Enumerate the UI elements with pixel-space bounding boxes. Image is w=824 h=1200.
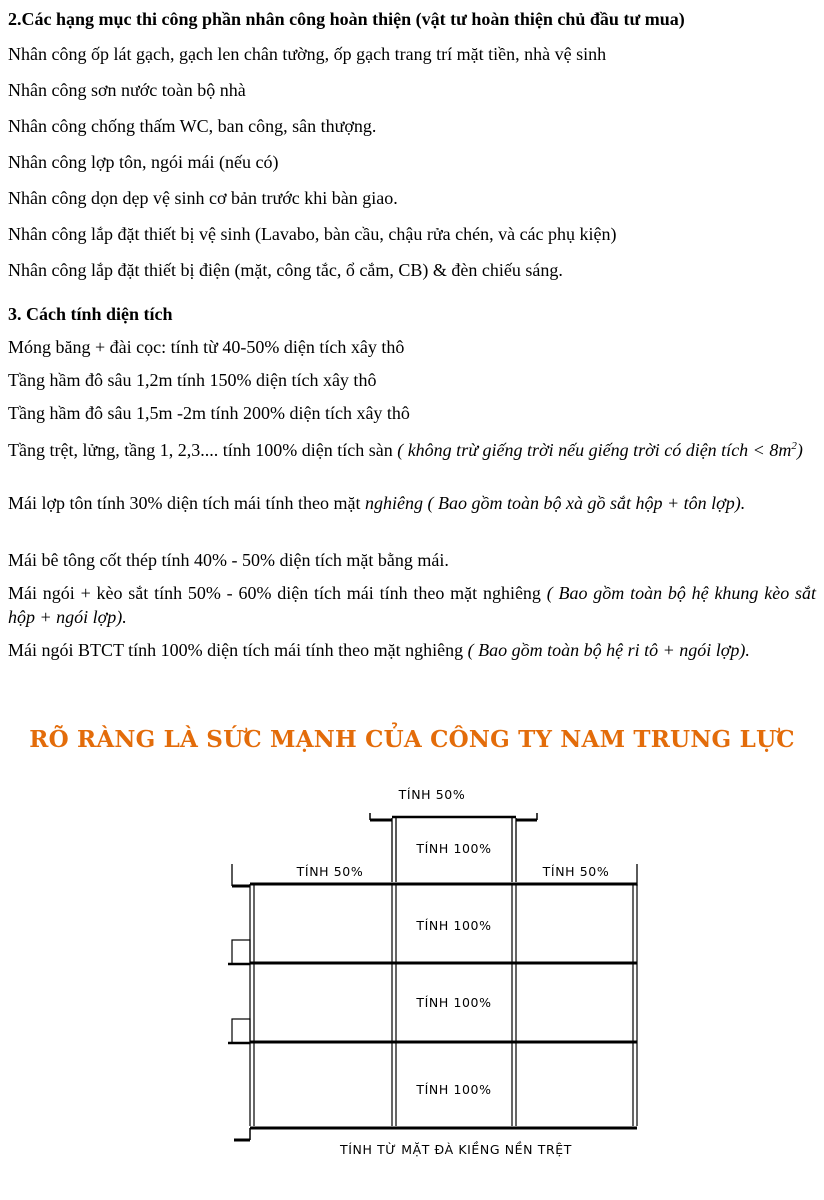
item-note: nghiêng ( Bao gồm toàn bộ xà gồ sắt hộp + tôn lợp). [364, 493, 746, 513]
superscript: 2 [791, 440, 797, 452]
list-item: Nhân công lợp tôn, ngói mái (nếu có) [8, 152, 279, 172]
list-item: Nhân công dọn dẹp vệ sinh cơ bản trước khi bàn giao. [8, 188, 398, 208]
ground-line [234, 1128, 637, 1140]
item-text: Mái ngói BTCT tính 100% diện tích mái tính theo mặt nghiêng [8, 640, 468, 660]
item-text: Mái ngói + kèo sắt tính 50% - 60% diện tích mái tính theo mặt nghiêng [8, 583, 547, 603]
list-item [8, 491, 816, 548]
list-item [8, 581, 816, 638]
list-item: Móng băng + đài cọc: tính từ 40-50% diện tích xây thô [8, 337, 405, 357]
item-text: Mái lợp tôn tính 30% diện tích mái tính theo mặt [8, 493, 365, 513]
list-item: Tầng hầm đô sâu 1,2m tính 150% diện tích xây thô [8, 370, 377, 390]
area-calculation-diagram [0, 770, 824, 1190]
list-item: Nhân công lắp đặt thiết bị vệ sinh (Lavabo, bàn cầu, chậu rửa chén, và các phụ kiện) [8, 224, 617, 244]
section-2 [8, 7, 816, 294]
item-note: ( không trừ giếng trời nếu giếng trời có diện tích < $8m^2$) [397, 440, 803, 460]
list-item: Nhân công ốp lát gạch, gạch len chân tường, ốp gạch trang trí mặt tiền, nhà vệ sinh [8, 44, 607, 64]
top-roof-label: TÍNH 50% [398, 787, 466, 802]
ground-label: TÍNH TỪ MẶT ĐÀ KIỀNG NỀN TRỆT [340, 1142, 572, 1157]
floor-label: TÍNH 100% [416, 1082, 492, 1097]
floor-label: TÍNH 100% [416, 995, 492, 1010]
item-note: ( Bao gồm toàn bộ hệ khung kèo sắt hộp + ngói lợp). [8, 583, 816, 627]
list-item: Tầng hầm đô sâu 1,5m -2m tính 200% diện tích xây thô [8, 403, 410, 423]
section-2-heading: 2.Các hạng mục thi công phần nhân công hoàn thiện (vật tư hoàn thiện chủ đầu tư mua) [8, 9, 685, 29]
item-note: ( Bao gồm toàn bộ hệ ri tô + ngói lợp). [467, 640, 750, 660]
list-item [8, 638, 816, 695]
left-terrace-label: TÍNH 50% [296, 864, 364, 879]
list-item: Nhân công chống thấm WC, ban công, sân thượng. [8, 116, 377, 136]
right-terrace-label: TÍNH 50% [542, 864, 610, 879]
list-item [8, 434, 816, 491]
section-3-heading: 3. Cách tính diện tích [8, 304, 173, 324]
section-3 [8, 302, 816, 695]
list-item: Mái bê tông cốt thép tính 40% - 50% diện tích mặt bằng mái. [8, 550, 449, 570]
list-item: Nhân công sơn nước toàn bộ nhà [8, 80, 246, 100]
balconies [228, 940, 250, 1043]
floor-label: TÍNH 100% [416, 918, 492, 933]
item-text: Tầng trệt, lửng, tầng 1, 2,3.... tính 100% diện tích sàn [8, 440, 398, 460]
company-slogan: RÕ RÀNG LÀ SỨC MẠNH CỦA CÔNG TY NAM TRUNG LỰC [29, 726, 795, 753]
list-item: Nhân công lắp đặt thiết bị điện (mặt, công tắc, ổ cắm, CB) & đèn chiếu sáng. [8, 260, 563, 280]
stair-label: TÍNH 100% [416, 841, 492, 856]
